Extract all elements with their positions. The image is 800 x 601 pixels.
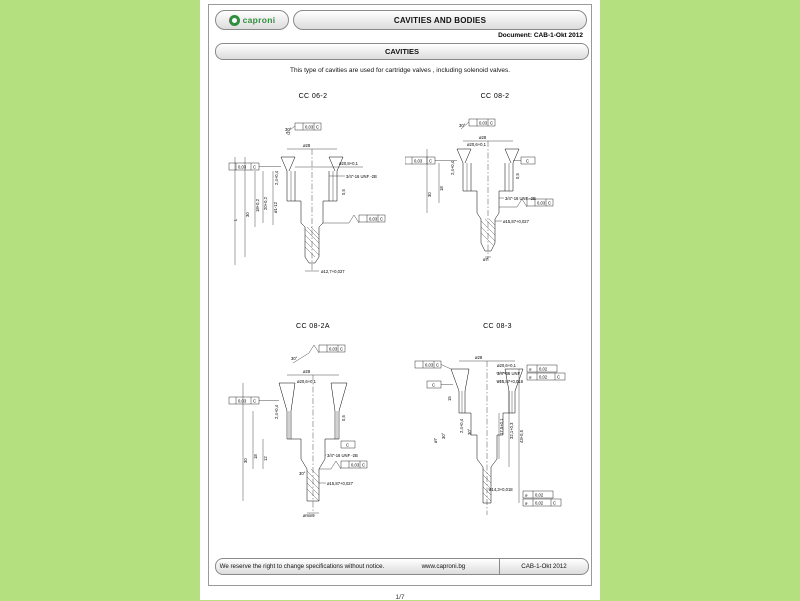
svg-text:C: C (557, 374, 561, 380)
drawing-canvas (405, 105, 585, 285)
svg-text:C: C (253, 164, 257, 170)
svg-text:ø15,87+0,027: ø15,87+0,027 (327, 481, 353, 486)
svg-text:3/4"-16 UNF -2B: 3/4"-16 UNF -2B (505, 196, 536, 201)
svg-text:0,03: 0,03 (425, 362, 434, 368)
svg-text:18+0,2: 18+0,2 (255, 199, 260, 212)
svg-text:12: 12 (263, 456, 268, 461)
svg-text:C: C (432, 382, 436, 388)
drawing-title: CC 06-2 (298, 93, 328, 100)
svg-text:C: C (340, 346, 344, 352)
svg-text:ø20,6+0,1: ø20,6+0,1 (297, 379, 316, 384)
svg-text:⌀: ⌀ (529, 366, 532, 372)
svg-text:2,4+0,4: 2,4+0,4 (274, 404, 279, 419)
svg-text:18: 18 (439, 186, 444, 191)
svg-text:0,03: 0,03 (351, 462, 360, 468)
svg-text:C: C (436, 362, 440, 368)
drawing-canvas (223, 105, 403, 285)
svg-text:C: C (253, 398, 257, 404)
page-footer (215, 558, 589, 575)
svg-text:C: C (548, 200, 552, 206)
brand-logo (215, 10, 289, 30)
svg-text:30°: 30° (291, 356, 298, 361)
svg-text:30°: 30° (459, 123, 466, 128)
svg-text:0,03: 0,03 (414, 158, 423, 164)
footer-website[interactable]: www.caproni.bg (421, 563, 466, 570)
svg-text:ø1-12: ø1-12 (273, 202, 278, 213)
caproni-logo-icon (229, 15, 240, 26)
page-title: CAVITIES AND BODIES (293, 10, 587, 30)
svg-text:ø28: ø28 (475, 355, 483, 360)
svg-text:30°: 30° (467, 428, 472, 435)
svg-text:⌀: ⌀ (525, 492, 528, 498)
svg-text:ø28: ø28 (303, 143, 311, 148)
svg-text:ø7: ø7 (433, 438, 438, 443)
svg-text:0,03: 0,03 (238, 164, 247, 170)
section-title: CAVITIES (215, 43, 589, 60)
svg-text:⌀: ⌀ (525, 500, 528, 506)
svg-text:0,03: 0,03 (329, 346, 338, 352)
brand-name: caproni (242, 15, 276, 25)
svg-text:30°: 30° (299, 471, 306, 476)
svg-text:0,03: 0,03 (479, 120, 488, 126)
svg-text:ømin9: ømin9 (303, 513, 315, 518)
svg-text:20+0,2: 20+0,2 (263, 197, 268, 210)
svg-text:C: C (429, 158, 433, 164)
svg-text:15: 15 (447, 396, 452, 401)
svg-text:ø28: ø28 (303, 369, 311, 374)
drawing-title: CC 08-2A (296, 323, 330, 330)
svg-text:30°: 30° (441, 432, 446, 439)
svg-text:2,4+0,4: 2,4+0,4 (450, 160, 455, 175)
svg-text:0,03: 0,03 (537, 200, 546, 206)
svg-text:C: C (346, 442, 350, 448)
svg-text:43+0,5: 43+0,5 (519, 430, 524, 443)
svg-text:ø20,6+0,1: ø20,6+0,1 (467, 142, 486, 147)
page-number: 1/7 (395, 594, 405, 601)
svg-text:0,5: 0,5 (341, 415, 346, 421)
drawing-title: CC 08-3 (483, 323, 512, 330)
drawing-canvas (223, 335, 403, 525)
svg-text:3/4"-16 UNF -2B: 3/4"-16 UNF -2B (346, 174, 377, 179)
svg-text:30: 30 (427, 192, 432, 197)
svg-text:ø15,87+0,027: ø15,87+0,027 (503, 219, 529, 224)
svg-text:0,03: 0,03 (305, 124, 314, 130)
footer-notice: We reserve the right to change specifications without notice. (219, 563, 385, 570)
drawing-canvas (405, 335, 590, 525)
svg-text:ø14,3+0,018: ø14,3+0,018 (489, 487, 513, 492)
svg-text:0,02: 0,02 (539, 374, 548, 380)
svg-text:ø20,6+0,1: ø20,6+0,1 (497, 363, 516, 368)
svg-text:30: 30 (245, 212, 250, 217)
svg-text:30: 30 (243, 458, 248, 463)
svg-text:C: C (490, 120, 494, 126)
svg-text:⌀: ⌀ (529, 374, 532, 380)
svg-text:0,02: 0,02 (539, 366, 548, 372)
svg-text:3/4"-16 UNF: 3/4"-16 UNF (497, 371, 521, 376)
svg-text:0,02: 0,02 (535, 492, 544, 498)
document-reference: Document: CAB-1-Okt 2012 (498, 32, 583, 39)
svg-text:ø12,7+0,027: ø12,7+0,027 (321, 269, 345, 274)
svg-text:30°: 30° (285, 127, 292, 132)
svg-text:32,1+0,3: 32,1+0,3 (509, 422, 514, 439)
svg-text:C: C (553, 500, 557, 506)
svg-text:2,4+0,4: 2,4+0,4 (274, 170, 279, 185)
svg-text:ø28: ø28 (479, 135, 487, 140)
svg-text:17,5+0,1: 17,5+0,1 (499, 418, 504, 435)
svg-text:0,03: 0,03 (369, 216, 378, 222)
drawing-title: CC 08-2 (480, 93, 510, 100)
page-frame (208, 4, 592, 586)
svg-text:0,5: 0,5 (515, 173, 520, 179)
svg-text:C: C (380, 216, 384, 222)
svg-text:ø20,8+0,1: ø20,8+0,1 (339, 161, 358, 166)
footer-code: CAB-1-Okt 2012 (499, 559, 588, 574)
svg-text:2,4+0,4: 2,4+0,4 (459, 418, 464, 433)
svg-text:ø7: ø7 (483, 257, 488, 262)
svg-text:0,03: 0,03 (238, 398, 247, 404)
svg-text:0,02: 0,02 (535, 500, 544, 506)
page-header (215, 10, 587, 30)
svg-text:C: C (526, 158, 530, 164)
svg-text:18: 18 (253, 454, 258, 459)
svg-text:C: C (316, 124, 320, 130)
intro-text: This type of cavities are used for cartridge valves , including solenoid valves. (289, 67, 511, 74)
svg-text:3/4"-16 UNF -2B: 3/4"-16 UNF -2B (327, 453, 358, 458)
svg-text:ø15,87+0,018: ø15,87+0,018 (497, 379, 523, 384)
svg-text:0,5: 0,5 (341, 189, 346, 195)
svg-text:C: C (362, 462, 366, 468)
document-page (200, 0, 600, 600)
svg-text:L: L (233, 218, 238, 221)
